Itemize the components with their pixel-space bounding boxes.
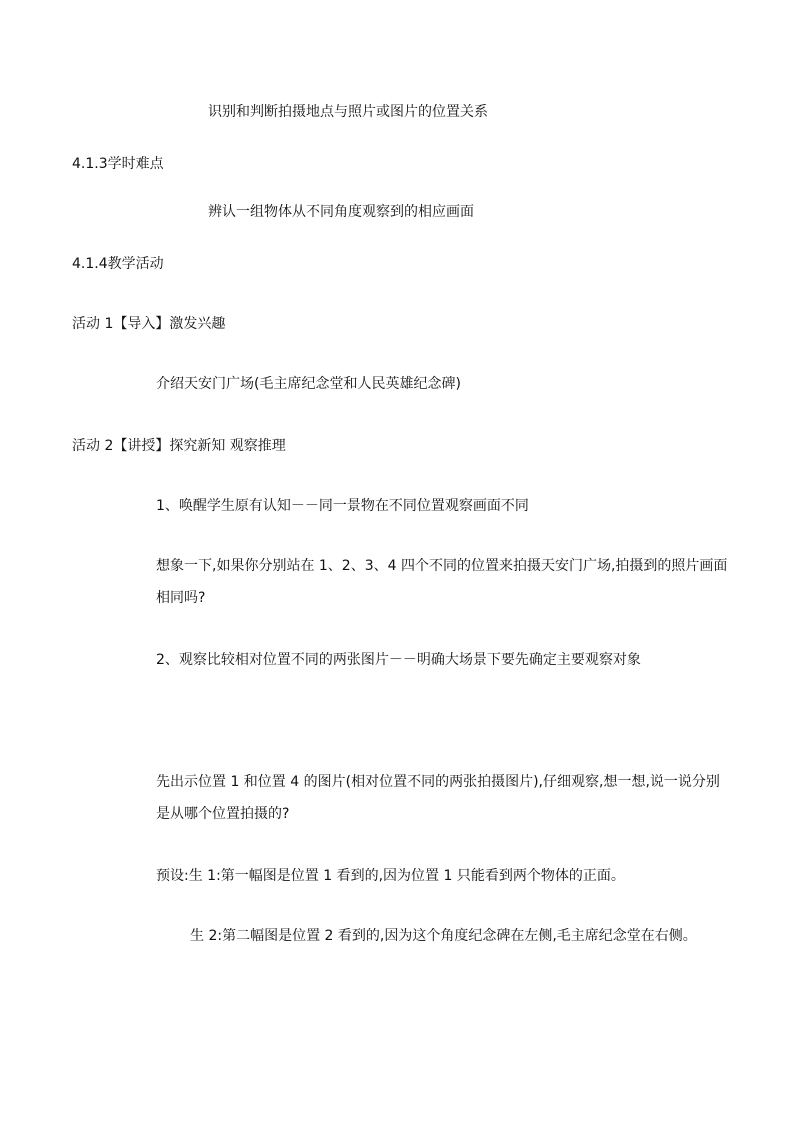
activity-2-instruction-line-1: 先出示位置 1 和位置 4 的图片(相对位置不同的两张拍摄图片),仔细观察,想一想,说一说分别	[156, 774, 720, 790]
activity-2-heading: 活动 2【讲授】探究新知 观察推理	[72, 438, 286, 454]
activity-1-text: 介绍天安门广场(毛主席纪念堂和人民英雄纪念碑)	[156, 376, 461, 392]
activity-2-question-line-1: 想象一下,如果你分别站在 1、2、3、4 四个不同的位置来拍摄天安门广场,拍摄到的照片画面	[156, 558, 728, 574]
preset-answer-2: 生 2:第二幅图是位置 2 看到的,因为这个角度纪念碑在左侧,毛主席纪念堂在右侧。	[190, 928, 697, 944]
difficulty-text: 辨认一组物体从不同角度观察到的相应画面	[208, 204, 474, 220]
objective-text: 识别和判断拍摄地点与照片或图片的位置关系	[208, 104, 488, 120]
section-heading-activities: 4.1.4教学活动	[72, 256, 164, 272]
activity-2-question-line-2: 相同吗?	[156, 590, 206, 606]
activity-2-step-2: 2、观察比较相对位置不同的两张图片－－明确大场景下要先确定主要观察对象	[156, 652, 641, 668]
section-heading-difficulty: 4.1.3学时难点	[72, 156, 164, 172]
activity-2-instruction-line-2: 是从哪个位置拍摄的?	[156, 806, 290, 822]
activity-2-step-1: 1、唤醒学生原有认知－－同一景物在不同位置观察画面不同	[156, 498, 529, 514]
activity-1-heading: 活动 1【导入】激发兴趣	[72, 316, 226, 332]
preset-answer-1: 预设:生 1:第一幅图是位置 1 看到的,因为位置 1 只能看到两个物体的正面。	[156, 868, 625, 884]
